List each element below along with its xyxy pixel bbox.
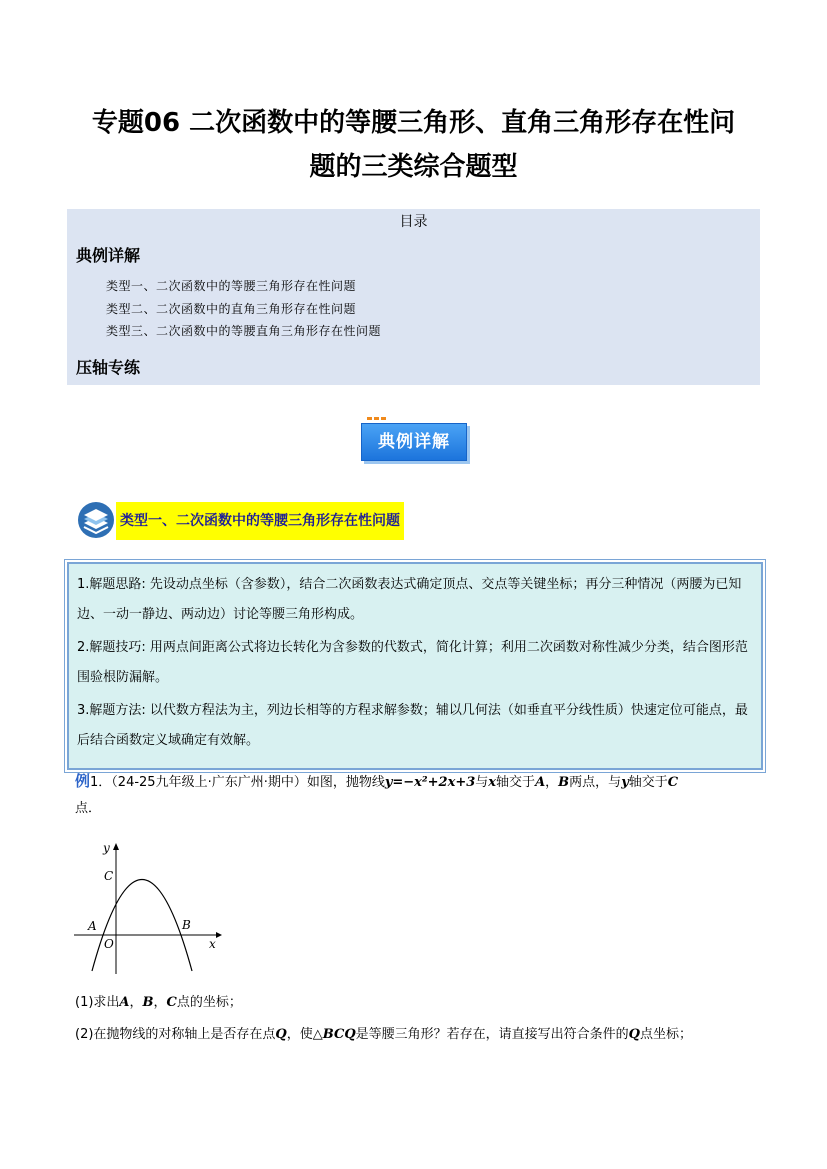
example-number: 1．	[90, 775, 112, 790]
point-b: B	[558, 775, 570, 790]
tip-technique: 2.解题技巧: 用两点间距离公式将边长转化为含参数的代数式，简化计算；利用二次函数对称性减少分类，结合图形范围验根防漏解。	[77, 640, 748, 685]
graph-label-o: O	[104, 937, 114, 951]
text-fragment: (1)求出	[75, 995, 120, 1010]
text-fragment: 是等腰三角形？若存在，请直接写出符合条件的	[355, 1027, 629, 1042]
example-label: 例	[75, 772, 91, 790]
q2-point-q2: Q	[628, 1027, 640, 1042]
parabola-graph	[70, 838, 230, 978]
books-stack-icon	[76, 501, 116, 539]
banner-dots-icon	[367, 417, 387, 421]
point-c: C	[667, 775, 679, 790]
text-fragment: 轴交于	[628, 775, 668, 790]
graph-label-a: A	[88, 919, 97, 933]
tip-approach: 1.解题思路: 先设动点坐标（含参数），结合二次函数表达式确定顶点、交点等关键坐标；再分三种情况（两腰为已知边、一动一静边、两动边）讨论等腰三角形构成。	[77, 577, 742, 622]
q1-point-b: B	[142, 995, 154, 1010]
x-axis-arrow	[216, 932, 222, 938]
toc-section-examples[interactable]: 典例详解	[76, 246, 141, 265]
toc-item-type3[interactable]: 类型三、二次函数中的等腰直角三角形存在性问题	[106, 324, 382, 338]
q2-point-q: Q	[275, 1027, 287, 1042]
text-fragment: ，	[129, 995, 143, 1010]
page-title-line1: 专题06 二次函数中的等腰三角形、直角三角形存在性问	[91, 108, 736, 138]
text-fragment: 与	[475, 775, 489, 790]
text-fragment: (2)在抛物线的对称轴上是否存在点	[75, 1027, 276, 1042]
q1-point-a: A	[119, 995, 130, 1010]
section-banner: 典例详解	[361, 423, 467, 461]
text-fragment: ，	[545, 775, 559, 790]
page-title-line2: 题的三类综合题型	[309, 152, 518, 182]
question-2	[75, 1022, 692, 1048]
q1-point-c: C	[166, 995, 177, 1010]
x-axis-symbol: x	[488, 775, 497, 790]
solution-tips-box	[67, 562, 763, 770]
toc-item-type2[interactable]: 类型二、二次函数中的直角三角形存在性问题	[106, 302, 357, 316]
text-fragment: 点的坐标；	[176, 995, 242, 1010]
question-1	[75, 990, 242, 1016]
text-fragment: 点．	[75, 801, 102, 816]
text-fragment: 点坐标；	[640, 1027, 693, 1042]
parabola-curve	[92, 880, 192, 972]
type-heading: 类型一、二次函数中的等腰三角形存在性问题	[116, 502, 404, 540]
toc-item-type1[interactable]: 类型一、二次函数中的等腰三角形存在性问题	[106, 279, 357, 293]
example-source: （24-25九年级上·广东广州·期中）如图，抛物线	[111, 775, 385, 790]
text-fragment: 轴交于	[496, 775, 536, 790]
tip-method: 3.解题方法: 以代数方程法为主，列边长相等的方程求解参数；辅以几何法（如垂直平分线性质）快速定位可能点，最后结合函数定义域确定有效解。	[77, 703, 748, 748]
graph-label-x: x	[209, 937, 216, 951]
text-fragment: ，	[153, 995, 167, 1010]
y-axis-symbol: y	[621, 775, 629, 790]
text-fragment: ，使△	[286, 1027, 323, 1042]
table-of-contents	[67, 209, 760, 385]
text-fragment: 两点，与	[569, 775, 622, 790]
graph-label-b: B	[182, 918, 191, 932]
toc-section-practice[interactable]: 压轴专练	[76, 358, 141, 377]
parabola-equation: y=−x²+2x+3	[384, 775, 476, 790]
example-1-statement	[75, 768, 755, 822]
q2-triangle: BCQ	[322, 1027, 356, 1042]
y-axis-arrow	[113, 843, 119, 850]
graph-label-c: C	[104, 869, 114, 883]
toc-heading: 目录	[399, 214, 428, 230]
point-a: A	[535, 775, 546, 790]
graph-label-y: y	[103, 841, 110, 855]
